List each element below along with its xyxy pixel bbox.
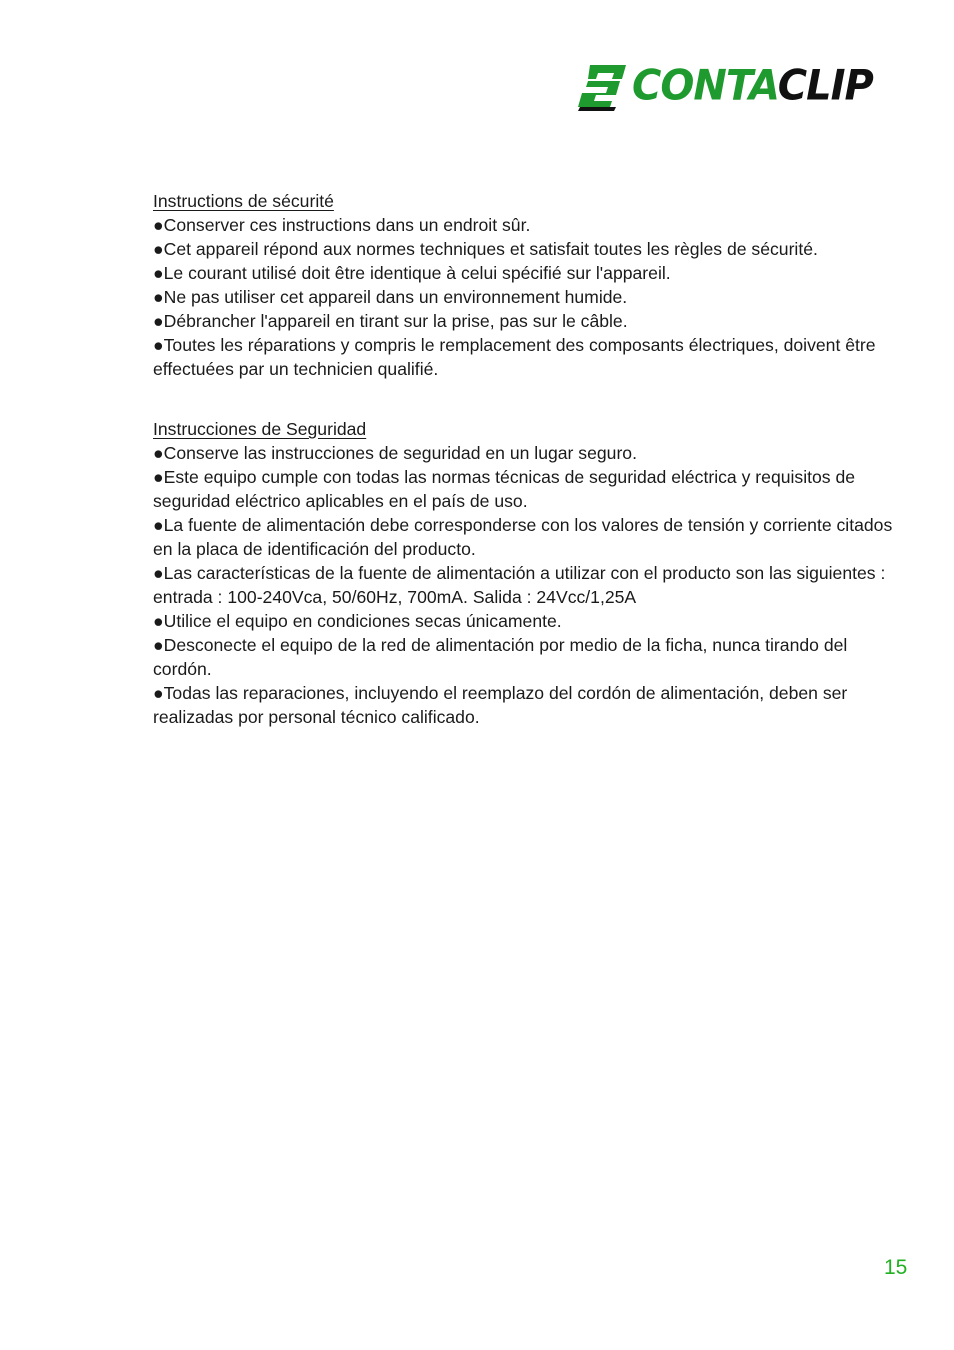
page-number: 15 xyxy=(884,1256,908,1279)
list-item: ●Cet appareil répond aux normes techniques et satisfait toutes les règles de sécurité. xyxy=(153,239,818,259)
document-body xyxy=(153,189,893,729)
french-safety-section xyxy=(153,189,893,381)
list-item: ●Le courant utilisé doit être identique à celui spécifié sur l'appareil. xyxy=(153,263,671,283)
spanish-safety-section xyxy=(153,417,893,729)
french-safety-heading: Instructions de sécurité xyxy=(153,191,334,211)
list-item: ●Conserver ces instructions dans un endroit sûr. xyxy=(153,215,531,235)
list-item: ●Débrancher l'appareil en tirant sur la prise, pas sur le câble. xyxy=(153,311,628,331)
contaclip-logo-icon xyxy=(576,61,628,111)
contaclip-logo xyxy=(576,60,894,112)
spanish-safety-heading: Instrucciones de Seguridad xyxy=(153,419,367,439)
list-item: ●Conserve las instrucciones de seguridad en un lugar seguro. xyxy=(153,443,637,463)
logo-text-clip: CLIP xyxy=(777,61,873,111)
list-item: ●La fuente de alimentación debe corresponderse con los valores de tensión y corriente citados en la placa de identificación del producto. xyxy=(153,515,893,559)
logo-wordmark xyxy=(632,60,873,113)
list-item: ●Todas las reparaciones, incluyendo el reemplazo del cordón de alimentación, deben ser realizadas por personal técnico calificado. xyxy=(153,683,848,727)
logo-text-conta: CONTA xyxy=(632,61,778,111)
list-item: ●Toutes les réparations y compris le remplacement des composants électriques, doivent être effectuées par un technicien qualifié. xyxy=(153,335,876,379)
list-item: ●Las características de la fuente de alimentación a utilizar con el producto son las siguientes : entrada : 100-240Vca, 50/60Hz, 700mA. Salida : 24Vcc/1,25A xyxy=(153,563,886,607)
list-item: ●Este equipo cumple con todas las normas técnicas de seguridad eléctrica y requisitos de seguridad eléctrico aplicables en el país de uso. xyxy=(153,467,856,511)
list-item: ●Ne pas utiliser cet appareil dans un environnement humide. xyxy=(153,287,628,307)
list-item: ●Utilice el equipo en condiciones secas únicamente. xyxy=(153,611,562,631)
list-item: ●Desconecte el equipo de la red de alimentación por medio de la ficha, nunca tirando del cordón. xyxy=(153,635,848,679)
